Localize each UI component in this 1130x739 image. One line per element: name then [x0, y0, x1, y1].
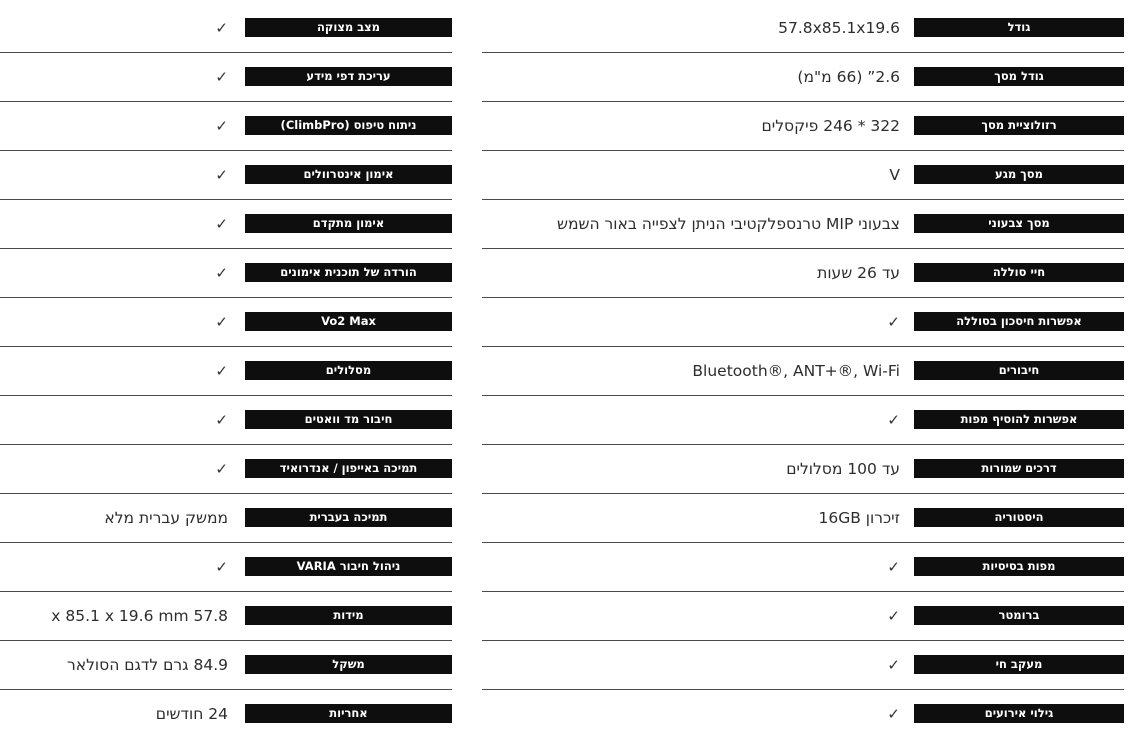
checkmark-icon: ✓	[215, 19, 228, 37]
spec-value: 322 * 246 פיקסלים	[761, 117, 900, 135]
spec-row-right	[482, 298, 1124, 347]
spec-label: עריכת דפי מידע	[245, 67, 452, 86]
spec-row-left	[0, 347, 452, 396]
spec-row-left	[0, 494, 452, 543]
spec-label: מצב מצוקה	[245, 18, 452, 37]
spec-label: חיבור מד וואטים	[245, 410, 452, 429]
spec-row-right	[482, 347, 1124, 396]
spec-row-right	[482, 592, 1124, 641]
checkmark-icon: ✓	[887, 313, 900, 331]
spec-row-left	[0, 102, 452, 151]
spec-label: מסך מגע	[914, 165, 1124, 184]
checkmark-icon: ✓	[887, 558, 900, 576]
spec-label: מסלולים	[245, 361, 452, 380]
spec-label: אפשרות להוסיף מפות	[914, 410, 1124, 429]
spec-label: גודל מסך	[914, 67, 1124, 86]
checkmark-icon: ✓	[887, 656, 900, 674]
spec-label: רזולוציית מסך	[914, 116, 1124, 135]
checkmark-icon: ✓	[887, 607, 900, 625]
spec-row-right	[482, 494, 1124, 543]
spec-label: מעקב חי	[914, 655, 1124, 674]
spec-row-right	[482, 641, 1124, 690]
checkmark-icon: ✓	[887, 705, 900, 723]
spec-value: 57.8x85.1x19.6	[778, 19, 900, 37]
spec-label: ברומטר	[914, 606, 1124, 625]
spec-value: 24 חודשים	[155, 705, 228, 723]
spec-row-right	[482, 200, 1124, 249]
spec-label: ניתוח טיפוס (ClimbPro)	[245, 116, 452, 135]
spec-value: V	[889, 166, 900, 184]
checkmark-icon: ✓	[215, 68, 228, 86]
checkmark-icon: ✓	[215, 460, 228, 478]
spec-value: 2.6” (66 מ"מ)	[797, 68, 900, 86]
spec-row-right	[482, 151, 1124, 200]
spec-label: גילוי אירועים	[914, 704, 1124, 723]
spec-row-right	[482, 102, 1124, 151]
spec-row-left	[0, 298, 452, 347]
spec-row-right	[482, 53, 1124, 102]
spec-row-right	[482, 249, 1124, 298]
spec-row-left	[0, 249, 452, 298]
spec-table-left	[0, 4, 452, 734]
spec-label: אפשרות חיסכון בסוללה	[914, 312, 1124, 331]
spec-value: ממשק עברית מלא	[104, 509, 228, 527]
spec-value: 84.9 גרם לדגם הסולאר	[67, 656, 228, 674]
spec-label: Vo2 Max	[245, 312, 452, 331]
spec-row-left	[0, 4, 452, 53]
spec-label: אימון מתקדם	[245, 214, 452, 233]
spec-row-left	[0, 543, 452, 592]
checkmark-icon: ✓	[215, 215, 228, 233]
spec-value: Bluetooth®, ANT+®, Wi-Fi	[692, 362, 900, 380]
spec-label: תמיכה בעברית	[245, 508, 452, 527]
spec-value: צבעוני MIP טרנספלקטיבי הניתן לצפייה באור השמש	[557, 215, 900, 233]
spec-label: אחריות	[245, 704, 452, 723]
spec-label: מפות בסיסיות	[914, 557, 1124, 576]
spec-label: חיי סוללה	[914, 263, 1124, 282]
spec-row-left	[0, 53, 452, 102]
spec-label: מידות	[245, 606, 452, 625]
checkmark-icon: ✓	[215, 411, 228, 429]
spec-row-left	[0, 151, 452, 200]
spec-label: תמיכה באייפון / אנדרואיד	[245, 459, 452, 478]
checkmark-icon: ✓	[215, 117, 228, 135]
spec-row-right	[482, 445, 1124, 494]
spec-label: הורדה של תוכנית אימונים	[245, 263, 452, 282]
spec-row-left	[0, 396, 452, 445]
spec-label: חיבורים	[914, 361, 1124, 380]
spec-row-left	[0, 200, 452, 249]
spec-label: ניהול חיבור VARIA	[245, 557, 452, 576]
spec-value: עד 26 שעות	[817, 264, 900, 282]
spec-label: מסך צבעוני	[914, 214, 1124, 233]
spec-row-right	[482, 543, 1124, 592]
spec-label: גודל	[914, 18, 1124, 37]
spec-value: עד 100 מסלולים	[786, 460, 900, 478]
spec-row-left	[0, 445, 452, 494]
checkmark-icon: ✓	[215, 166, 228, 184]
spec-row-left	[0, 592, 452, 641]
spec-value: x 85.1 x 19.6 mm 57.8	[51, 607, 228, 625]
spec-label: אימון אינטרוולים	[245, 165, 452, 184]
spec-table-right	[482, 4, 1124, 734]
spec-label: משקל	[245, 655, 452, 674]
checkmark-icon: ✓	[887, 411, 900, 429]
spec-row-left	[0, 641, 452, 690]
checkmark-icon: ✓	[215, 362, 228, 380]
checkmark-icon: ✓	[215, 313, 228, 331]
spec-row-right	[482, 4, 1124, 53]
spec-label: היסטוריה	[914, 508, 1124, 527]
spec-value: זיכרון 16GB	[818, 509, 900, 527]
spec-row-right	[482, 396, 1124, 445]
checkmark-icon: ✓	[215, 558, 228, 576]
checkmark-icon: ✓	[215, 264, 228, 282]
spec-label: דרכים שמורות	[914, 459, 1124, 478]
